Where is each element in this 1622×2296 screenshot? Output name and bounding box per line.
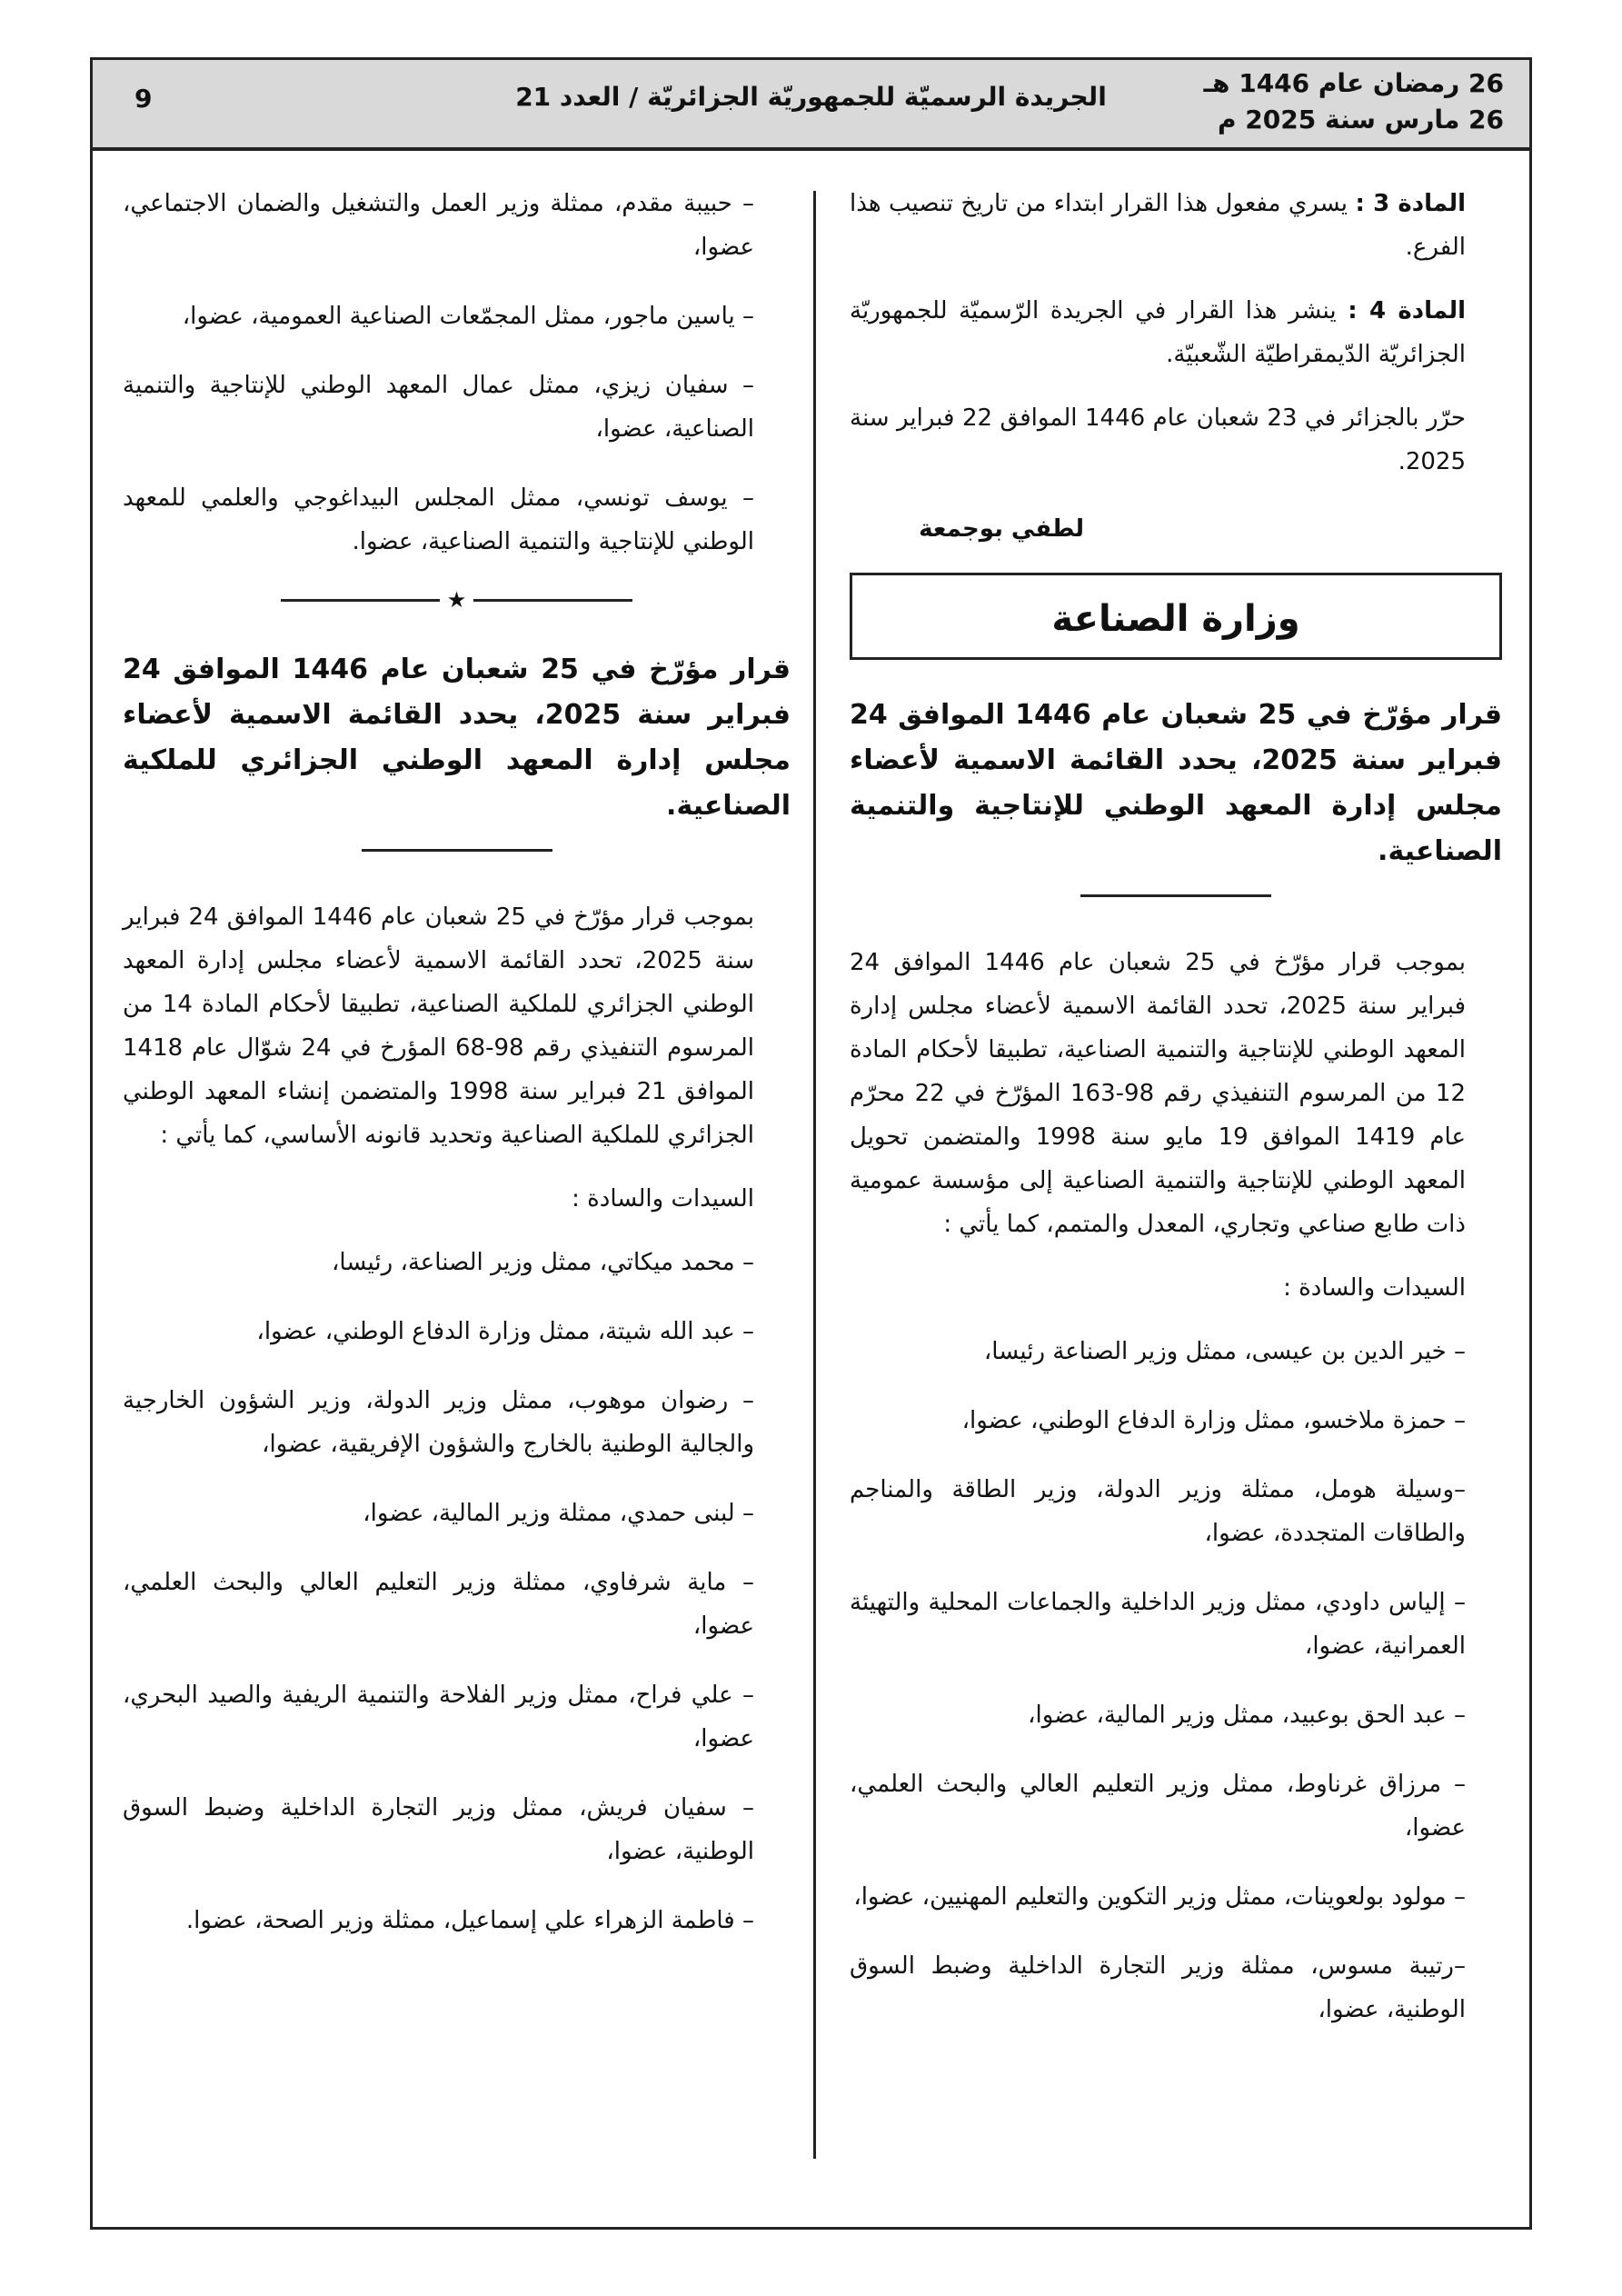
separator-rule (362, 849, 552, 852)
member-list-item: – إلياس داودي، ممثل وزير الداخلية والجماعات المحلية والتهيئة العمرانية، عضوا، (850, 1589, 1466, 1660)
separator-rule (1080, 894, 1271, 897)
page-number: 9 (134, 84, 153, 114)
member-list-item: – لبنى حمدي، ممثلة وزير المالية، عضوا، (363, 1500, 754, 1527)
ministry-heading: وزارة الصناعة (850, 573, 1502, 660)
member-list-item: – خير الدين بن عيسى، ممثل وزير الصناعة رئيسا، (983, 1338, 1466, 1365)
left-column (123, 182, 791, 1968)
article-4 (850, 289, 1502, 376)
article-3 (850, 182, 1502, 269)
signature: لطفي بوجمعة (919, 515, 1084, 543)
member-list-item: – سفيان فريش، ممثل وزير التجارة الداخلية وضبط السوق الوطنية، عضوا، (123, 1794, 754, 1865)
member-list-item: – ياسين ماجور، ممثل المجمّعات الصناعية العمومية، عضوا، (182, 303, 754, 330)
member-list-item: – رضوان موهوب، ممثل وزير الدولة، وزير الشؤون الخارجية والجالية الوطنية بالخارج والشؤون الإفريقية، عضوا، (123, 1387, 754, 1458)
member-list-item: – مرزاق غرناوط، ممثل وزير التعليم العالي والبحث العلمي، عضوا، (850, 1771, 1466, 1842)
honorific-line: السيدات والسادة : (1283, 1274, 1466, 1302)
right-column (850, 182, 1502, 2057)
member-list-item: – علي فراح، ممثل وزير الفلاحة والتنمية الريفية والصيد البحري، عضوا، (123, 1682, 754, 1752)
member-list-item: – حمزة ملاخسو، ممثل وزارة الدفاع الوطني، عضوا، (961, 1407, 1466, 1434)
honorific-line: السيدات والسادة : (572, 1185, 754, 1213)
star-icon: ★ (446, 587, 467, 613)
member-list-item: – حبيبة مقدم، ممثلة وزير العمل والتشغيل والضمان الاجتماعي، عضوا، (123, 190, 754, 261)
member-list-item: – ماية شرفاوي، ممثلة وزير التعليم العالي والبحث العلمي، عضوا، (123, 1569, 754, 1640)
header-gregorian-date: 26 مارس سنة 2025 م (1218, 105, 1504, 135)
member-list-item: – فاطمة الزهراء علي إسماعيل، ممثلة وزير الصحة، عضوا. (185, 1907, 754, 1934)
member-list-item: –وسيلة هومل، ممثلة وزير الدولة، وزير الطاقة والمناجم والطاقات المتجددة، عضوا، (850, 1476, 1466, 1547)
member-list-item: – عبد الحق بوعبيد، ممثل وزير المالية، عضوا، (1028, 1702, 1466, 1729)
article-4-label: المادة 4 : (1348, 297, 1466, 324)
separator-line (473, 599, 632, 602)
decree-preamble-industrial-property: بموجب قرار مؤرّخ في 25 شعبان عام 1446 الموافق 24 فبراير سنة 2025، تحدد القائمة الاسمية لأعضاء مجلس إدارة المعهد الوطني الجزائري للملكية الصناعية، تطبيقا لأحكام المادة 14 من المرسوم التنفيذي رقم 98-68 المؤرخ في 24 شوّال عام 1418 الموافق 21 فبراير سنة 1998 والمتضمن إنشاء المعهد الوطني الجزائري للملكية الصناعية وتحديد قانونه الأساسي، كما يأتي : (123, 903, 755, 1149)
header-hijri-date: 26 رمضان عام 1446 هـ (1203, 68, 1504, 98)
decree-title-industrial-property: قرار مؤرّخ في 25 شعبان عام 1446 الموافق 24 فبراير سنة 2025، يحدد القائمة الاسمية لأعضاء مجلس إدارة المعهد الوطني الجزائري للملكية الصناعية. (123, 654, 791, 822)
place-date: حرّر بالجزائر في 23 شعبان عام 1446 الموافق 22 فبراير سنة 2025. (850, 404, 1466, 475)
article-3-text: يسري مفعول هذا القرار ابتداء من تاريخ تنصيب هذا الفرع. (850, 190, 1466, 261)
page-header (90, 57, 1532, 151)
article-4-text: ينشر هذا القرار في الجريدة الرّسميّة للجمهوريّة الجزائريّة الدّيمقراطيّة الشّعبيّة. (850, 297, 1466, 368)
decree-title-productivity: قرار مؤرّخ في 25 شعبان عام 1446 الموافق 24 فبراير سنة 2025، يحدد القائمة الاسمية لأعضاء مجلس إدارة المعهد الوطني للإنتاجية والتنمية الصناعية. (850, 699, 1503, 867)
member-list-item: –رتيبة مسوس، ممثلة وزير التجارة الداخلية وضبط السوق الوطنية، عضوا، (850, 1952, 1466, 2023)
member-list-item: – يوسف تونسي، ممثل المجلس البيداغوجي والعلمي للمعهد الوطني للإنتاجية والتنمية الصناعية، عضوا. (123, 484, 754, 555)
column-divider (813, 191, 816, 2159)
member-list-item: – سفيان زيزي، ممثل عمال المعهد الوطني للإنتاجية والتنمية الصناعية، عضوا، (123, 372, 754, 443)
member-list-item: – محمد ميكاتي، ممثل وزير الصناعة، رئيسا، (332, 1249, 754, 1276)
header-title: الجريدة الرسميّة للجمهوريّة الجزائريّة / العدد 21 (515, 82, 1107, 112)
member-list-item: – مولود بولعوينات، ممثل وزير التكوين والتعليم المهنيين، عضوا، (853, 1883, 1466, 1911)
article-3-label: المادة 3 : (1355, 190, 1466, 217)
star-separator (123, 589, 791, 611)
decree-preamble-productivity: بموجب قرار مؤرّخ في 25 شعبان عام 1446 الموافق 24 فبراير سنة 2025، تحدد القائمة الاسمية لأعضاء مجلس إدارة المعهد الوطني للإنتاجية والتنمية الصناعية، تطبيقا لأحكام المادة 12 من المرسوم التنفيذي رقم 98-163 المؤرّخ في 22 محرّم عام 1419 الموافق 19 مايو سنة 1998 والمتضمن تحويل المعهد الوطني للإنتاجية والتنمية الصناعية إلى مؤسسة عمومية ذات طابع صناعي وتجاري، المعدل والمتمم، كما يأتي : (850, 949, 1467, 1238)
member-list-item: – عبد الله شيتة، ممثل وزارة الدفاع الوطني، عضوا، (256, 1318, 754, 1345)
separator-line (281, 599, 440, 602)
